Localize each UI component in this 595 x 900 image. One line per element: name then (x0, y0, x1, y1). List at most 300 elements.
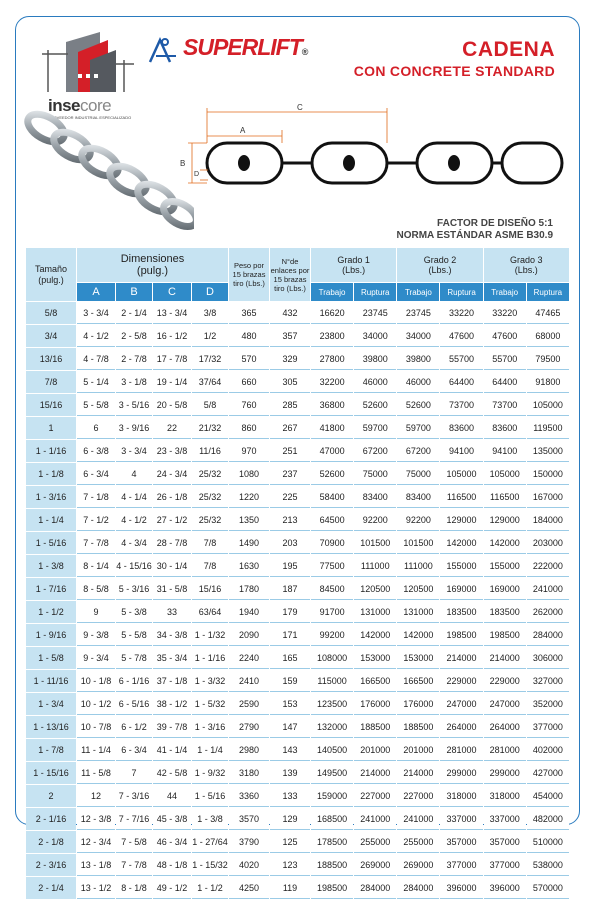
col-header-grade3 (484, 248, 569, 282)
table-row (26, 716, 569, 738)
table-cell: 7 - 7/16 (116, 808, 152, 830)
table-cell: 214000 (484, 647, 526, 669)
table-cell: 101500 (354, 532, 396, 554)
table-body (26, 302, 569, 899)
table-row (26, 762, 569, 784)
table-cell: 33220 (440, 302, 482, 324)
table-cell: 73700 (440, 394, 482, 416)
table-cell: 7/8 (192, 555, 228, 577)
table-cell: 47000 (311, 440, 353, 462)
table-cell: 167000 (527, 486, 569, 508)
table-row (26, 417, 569, 439)
col-header-g3-work: Trabajo (484, 283, 526, 301)
table-cell: 329 (270, 348, 310, 370)
table-cell: 8 - 1/8 (116, 877, 152, 899)
table-cell: 147 (270, 716, 310, 738)
table-cell: 171 (270, 624, 310, 646)
col-header-dimensions (77, 248, 228, 282)
table-cell: 970 (229, 440, 269, 462)
table-cell: 101500 (397, 532, 439, 554)
table-cell: 6 - 5/16 (116, 693, 152, 715)
col-header-g2-break: Ruptura (440, 283, 482, 301)
table-cell: 5 - 7/8 (116, 647, 152, 669)
table-cell: 402000 (527, 739, 569, 761)
table-cell: 2090 (229, 624, 269, 646)
table-cell: 13 - 3/4 (153, 302, 191, 324)
size-cell: 1 - 3/16 (26, 486, 76, 508)
table-cell: 94100 (484, 440, 526, 462)
table-cell: 140500 (311, 739, 353, 761)
table-cell: 59700 (354, 417, 396, 439)
table-cell: 41800 (311, 417, 353, 439)
table-cell: 183500 (484, 601, 526, 623)
table-cell: 48 - 1/8 (153, 854, 191, 876)
table-cell: 149500 (311, 762, 353, 784)
table-cell: 159000 (311, 785, 353, 807)
col-header-size (26, 248, 76, 301)
col-header-grade1 (311, 248, 396, 282)
table-cell: 183500 (440, 601, 482, 623)
table-cell: 119 (270, 877, 310, 899)
table-cell: 39 - 7/8 (153, 716, 191, 738)
table-cell: 153000 (354, 647, 396, 669)
table-cell: 267 (270, 417, 310, 439)
table-cell: 269000 (354, 854, 396, 876)
table-cell: 10 - 7/8 (77, 716, 115, 738)
table-cell: 337000 (440, 808, 482, 830)
table-cell: 1940 (229, 601, 269, 623)
col-header-links: N°de enlaces por 15 brazas tiro (Lbs.) (270, 248, 310, 301)
table-row (26, 302, 569, 324)
table-cell: 1 - 9/32 (192, 762, 228, 784)
table-cell: 13 - 1/8 (77, 854, 115, 876)
table-cell: 357000 (440, 831, 482, 853)
table-cell: 1630 (229, 555, 269, 577)
col-header-dimensions-label: Dimensiones (pulg.) (120, 253, 185, 277)
table-cell: 198500 (311, 877, 353, 899)
table-cell: 91700 (311, 601, 353, 623)
table-cell: 166500 (397, 670, 439, 692)
col-header-size-label: Tamaño (pulg.) (34, 263, 68, 285)
size-cell: 1 - 13/16 (26, 716, 76, 738)
table-row (26, 532, 569, 554)
table-cell: 120500 (397, 578, 439, 600)
chain-dimension-diagram (172, 100, 572, 210)
table-cell: 27 - 1/2 (153, 509, 191, 531)
size-cell: 2 - 1/8 (26, 831, 76, 853)
table-cell: 3 - 5/16 (116, 394, 152, 416)
table-cell: 4020 (229, 854, 269, 876)
table-cell: 2 - 5/8 (116, 325, 152, 347)
table-cell: 222000 (527, 555, 569, 577)
table-cell: 6 - 3/8 (77, 440, 115, 462)
table-cell: 24 - 3/4 (153, 463, 191, 485)
table-cell: 35 - 3/4 (153, 647, 191, 669)
table-cell: 83400 (354, 486, 396, 508)
table-cell: 21/32 (192, 417, 228, 439)
table-cell: 111000 (354, 555, 396, 577)
table-cell: 1220 (229, 486, 269, 508)
table-cell: 9 - 3/4 (77, 647, 115, 669)
table-cell: 5 - 1/4 (77, 371, 115, 393)
col-header-d: D (192, 283, 228, 301)
table-cell: 1 - 3/32 (192, 670, 228, 692)
table-row (26, 578, 569, 600)
size-cell: 1 - 15/16 (26, 762, 76, 784)
table-cell: 39800 (397, 348, 439, 370)
table-cell: 64400 (440, 371, 482, 393)
brand-name: SUPERLIFT (183, 34, 302, 60)
grade3-label: Grado 3 (Lbs.) (510, 254, 543, 275)
table-cell: 201000 (354, 739, 396, 761)
size-cell: 2 - 1/4 (26, 877, 76, 899)
table-cell: 75000 (397, 463, 439, 485)
table-cell: 377000 (440, 854, 482, 876)
col-header-grade2 (397, 248, 482, 282)
table-cell: 165 (270, 647, 310, 669)
table-cell: 55700 (440, 348, 482, 370)
table-cell: 1 - 3/8 (192, 808, 228, 830)
table-cell: 4 - 15/16 (116, 555, 152, 577)
table-cell: 9 (77, 601, 115, 623)
table-cell: 8 - 1/4 (77, 555, 115, 577)
table-cell: 15/16 (192, 578, 228, 600)
table-cell: 168500 (311, 808, 353, 830)
table-cell: 16 - 1/2 (153, 325, 191, 347)
table-cell: 20 - 5/8 (153, 394, 191, 416)
table-cell: 176000 (354, 693, 396, 715)
size-cell: 3/4 (26, 325, 76, 347)
table-cell: 9 - 3/8 (77, 624, 115, 646)
table-row (26, 693, 569, 715)
table-cell: 73700 (484, 394, 526, 416)
table-cell: 105000 (527, 394, 569, 416)
table-cell: 46 - 3/4 (153, 831, 191, 853)
table-cell: 229000 (484, 670, 526, 692)
size-cell: 2 (26, 785, 76, 807)
table-cell: 23800 (311, 325, 353, 347)
table-cell: 327000 (527, 670, 569, 692)
table-cell: 5 - 5/8 (116, 624, 152, 646)
superlift-brand (183, 34, 307, 61)
col-header-a: A (77, 283, 115, 301)
table-cell: 6 - 1/16 (116, 670, 152, 692)
page-title: CADENA (462, 38, 555, 61)
table-cell: 11/16 (192, 440, 228, 462)
table-cell: 47600 (484, 325, 526, 347)
table-cell: 6 (77, 417, 115, 439)
table-row (26, 509, 569, 531)
size-cell: 1 - 3/4 (26, 693, 76, 715)
table-cell: 1 - 1/32 (192, 624, 228, 646)
table-cell: 26 - 1/8 (153, 486, 191, 508)
table-cell: 11 - 5/8 (77, 762, 115, 784)
table-cell: 139 (270, 762, 310, 784)
table-row (26, 371, 569, 393)
table-cell: 47600 (440, 325, 482, 347)
table-cell: 10 - 1/2 (77, 693, 115, 715)
table-cell: 52600 (354, 394, 396, 416)
table-cell: 264000 (484, 716, 526, 738)
table-cell: 25/32 (192, 486, 228, 508)
table-cell: 83600 (484, 417, 526, 439)
table-cell: 105000 (440, 463, 482, 485)
table-cell: 166500 (354, 670, 396, 692)
table-cell: 1 - 1/16 (192, 647, 228, 669)
table-cell: 143 (270, 739, 310, 761)
table-cell: 37 - 1/8 (153, 670, 191, 692)
table-cell: 188500 (311, 854, 353, 876)
table-cell: 2980 (229, 739, 269, 761)
table-cell: 153 (270, 693, 310, 715)
size-cell: 1 - 5/8 (26, 647, 76, 669)
table-cell: 357000 (484, 831, 526, 853)
table-cell: 55700 (484, 348, 526, 370)
table-cell: 67200 (397, 440, 439, 462)
table-cell: 4 - 1/2 (77, 325, 115, 347)
registered-mark: ® (301, 47, 308, 57)
table-cell: 195 (270, 555, 310, 577)
table-cell: 77500 (311, 555, 353, 577)
table-cell: 45 - 3/8 (153, 808, 191, 830)
table-row (26, 808, 569, 830)
table-cell: 8 - 5/8 (77, 578, 115, 600)
table-cell: 116500 (440, 486, 482, 508)
table-cell: 131000 (354, 601, 396, 623)
size-cell: 1 - 5/16 (26, 532, 76, 554)
table-cell: 454000 (527, 785, 569, 807)
size-cell: 1 - 9/16 (26, 624, 76, 646)
table-cell: 7 - 5/8 (116, 831, 152, 853)
table-cell: 83600 (440, 417, 482, 439)
table-cell: 52600 (397, 394, 439, 416)
table-row (26, 486, 569, 508)
table-cell: 237 (270, 463, 310, 485)
table-cell: 281000 (484, 739, 526, 761)
table-cell: 129000 (484, 509, 526, 531)
table-cell: 58400 (311, 486, 353, 508)
table-cell: 178500 (311, 831, 353, 853)
insecore-main: inse (48, 96, 81, 115)
table-cell: 34000 (397, 325, 439, 347)
table-cell: 318000 (440, 785, 482, 807)
table-cell: 255000 (397, 831, 439, 853)
table-cell: 12 - 3/8 (77, 808, 115, 830)
table-cell: 132000 (311, 716, 353, 738)
table-cell: 2410 (229, 670, 269, 692)
table-cell: 5 - 5/8 (77, 394, 115, 416)
table-cell: 11 - 1/4 (77, 739, 115, 761)
table-cell: 4 - 1/2 (116, 509, 152, 531)
table-cell: 7 (116, 762, 152, 784)
table-cell: 25/32 (192, 463, 228, 485)
table-cell: 2 - 1/4 (116, 302, 152, 324)
table-cell: 116500 (484, 486, 526, 508)
table-cell: 480 (229, 325, 269, 347)
table-cell: 47465 (527, 302, 569, 324)
table-cell: 482000 (527, 808, 569, 830)
table-cell: 1490 (229, 532, 269, 554)
table-cell: 6 - 3/4 (116, 739, 152, 761)
size-cell: 1 - 1/16 (26, 440, 76, 462)
table-row (26, 877, 569, 899)
table-cell: 142000 (484, 532, 526, 554)
table-cell: 70900 (311, 532, 353, 554)
table-row (26, 739, 569, 761)
table-cell: 7 - 7/8 (77, 532, 115, 554)
table-cell: 25/32 (192, 509, 228, 531)
table-cell: 6 - 1/2 (116, 716, 152, 738)
table-cell: 396000 (440, 877, 482, 899)
table-cell: 155000 (440, 555, 482, 577)
table-cell: 92200 (397, 509, 439, 531)
table-cell: 214000 (397, 762, 439, 784)
table-cell: 2240 (229, 647, 269, 669)
table-cell: 357 (270, 325, 310, 347)
table-cell: 12 - 3/4 (77, 831, 115, 853)
table-row (26, 854, 569, 876)
table-cell: 125 (270, 831, 310, 853)
table-cell: 285 (270, 394, 310, 416)
table-cell: 305 (270, 371, 310, 393)
table-cell: 660 (229, 371, 269, 393)
table-cell: 1 - 3/16 (192, 716, 228, 738)
table-cell: 41 - 1/4 (153, 739, 191, 761)
table-row (26, 463, 569, 485)
table-cell: 179 (270, 601, 310, 623)
table-cell: 99200 (311, 624, 353, 646)
table-cell: 83400 (397, 486, 439, 508)
diagram-label-b: B (180, 159, 186, 168)
table-cell: 64500 (311, 509, 353, 531)
table-cell: 306000 (527, 647, 569, 669)
table-cell: 396000 (484, 877, 526, 899)
table-cell: 3 - 1/8 (116, 371, 152, 393)
table-cell: 123500 (311, 693, 353, 715)
size-cell: 7/8 (26, 371, 76, 393)
table-cell: 115000 (311, 670, 353, 692)
table-cell: 241000 (354, 808, 396, 830)
table-cell: 1 - 5/16 (192, 785, 228, 807)
table-cell: 120500 (354, 578, 396, 600)
table-cell: 129000 (440, 509, 482, 531)
table-cell: 255000 (354, 831, 396, 853)
table-cell: 84500 (311, 578, 353, 600)
table-cell: 108000 (311, 647, 353, 669)
table-cell: 188500 (397, 716, 439, 738)
diagram-label-c: C (297, 103, 303, 112)
table-cell: 142000 (440, 532, 482, 554)
table-cell: 427000 (527, 762, 569, 784)
table-cell: 510000 (527, 831, 569, 853)
design-factor (397, 218, 554, 242)
table-cell: 365 (229, 302, 269, 324)
table-cell: 201000 (397, 739, 439, 761)
table-cell: 187 (270, 578, 310, 600)
table-cell: 4 - 7/8 (77, 348, 115, 370)
size-cell: 1 - 11/16 (26, 670, 76, 692)
table-cell: 284000 (527, 624, 569, 646)
table-cell: 28 - 7/8 (153, 532, 191, 554)
grade2-label: Grado 2 (Lbs.) (423, 254, 457, 275)
table-cell: 227000 (354, 785, 396, 807)
table-cell: 198500 (484, 624, 526, 646)
table-cell: 229000 (440, 670, 482, 692)
table-row (26, 831, 569, 853)
table-cell: 123 (270, 854, 310, 876)
table-cell: 75000 (354, 463, 396, 485)
table-cell: 67200 (354, 440, 396, 462)
table-cell: 3 - 3/4 (116, 440, 152, 462)
table-cell: 188500 (354, 716, 396, 738)
table-cell: 44 (153, 785, 191, 807)
table-cell: 538000 (527, 854, 569, 876)
table-cell: 79500 (527, 348, 569, 370)
table-cell: 46000 (354, 371, 396, 393)
superlift-hook-icon (148, 36, 182, 64)
table-cell: 159 (270, 670, 310, 692)
size-cell: 15/16 (26, 394, 76, 416)
table-cell: 7 - 3/16 (116, 785, 152, 807)
chain-photo-icon (24, 110, 194, 230)
table-cell: 3 - 9/16 (116, 417, 152, 439)
table-cell: 432 (270, 302, 310, 324)
table-cell: 1780 (229, 578, 269, 600)
table-cell: 68000 (527, 325, 569, 347)
size-cell: 1 - 1/2 (26, 601, 76, 623)
table-cell: 4 - 3/4 (116, 532, 152, 554)
table-cell: 3570 (229, 808, 269, 830)
table-cell: 213 (270, 509, 310, 531)
table-cell: 169000 (484, 578, 526, 600)
insecore-tagline: PROVEEDOR INDUSTRIAL ESPECIALIZADO (48, 115, 132, 120)
table-cell: 91800 (527, 371, 569, 393)
table-row (26, 325, 569, 347)
table-cell: 131000 (397, 601, 439, 623)
table-cell: 105000 (484, 463, 526, 485)
table-cell: 184000 (527, 509, 569, 531)
table-cell: 2 - 7/8 (116, 348, 152, 370)
diagram-label-d: D (194, 171, 200, 178)
table-cell: 198500 (440, 624, 482, 646)
table-row (26, 348, 569, 370)
table-cell: 377000 (527, 716, 569, 738)
table-cell: 17 - 7/8 (153, 348, 191, 370)
table-cell: 3790 (229, 831, 269, 853)
table-cell: 3 - 3/4 (77, 302, 115, 324)
table-cell: 46000 (397, 371, 439, 393)
table-cell: 176000 (397, 693, 439, 715)
table-cell: 94100 (440, 440, 482, 462)
col-header-g1-work: Trabajo (311, 283, 353, 301)
table-cell: 4 (116, 463, 152, 485)
table-cell: 42 - 5/8 (153, 762, 191, 784)
table-cell: 2590 (229, 693, 269, 715)
table-cell: 7 - 1/8 (77, 486, 115, 508)
table-cell: 1/2 (192, 325, 228, 347)
table-cell: 247000 (484, 693, 526, 715)
col-header-c: C (153, 283, 191, 301)
table-cell: 4250 (229, 877, 269, 899)
size-cell: 1 - 3/8 (26, 555, 76, 577)
table-cell: 13 - 1/2 (77, 877, 115, 899)
table-cell: 63/64 (192, 601, 228, 623)
table-cell: 281000 (440, 739, 482, 761)
table-row (26, 601, 569, 623)
table-cell: 155000 (484, 555, 526, 577)
table-cell: 64400 (484, 371, 526, 393)
table-row (26, 555, 569, 577)
